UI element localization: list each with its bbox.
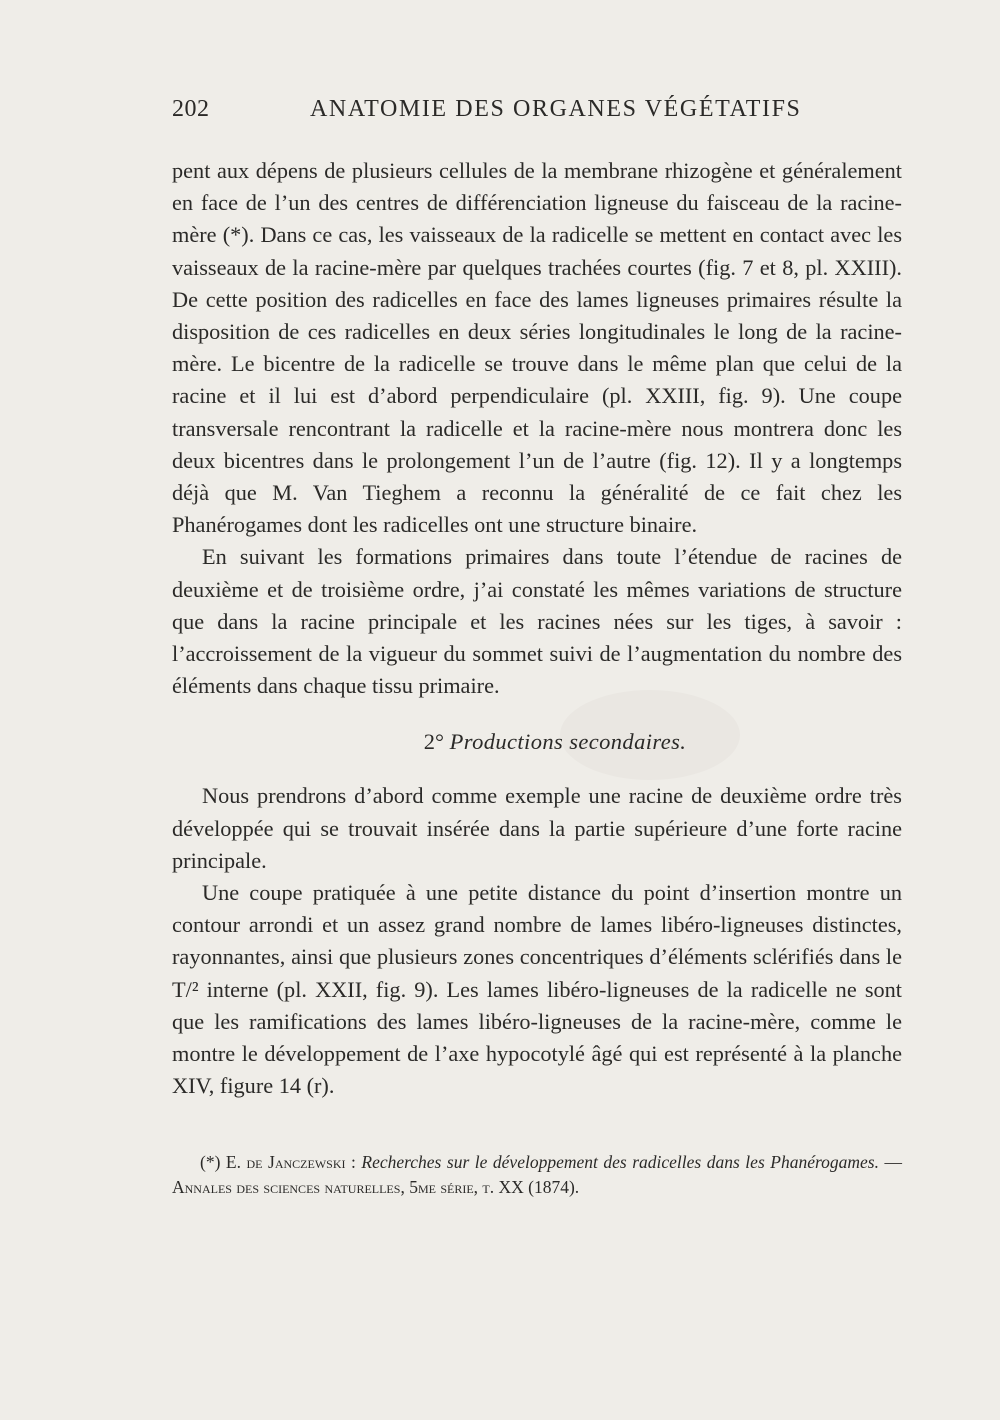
running-title: ANATOMIE DES ORGANES VÉGÉTATIFS: [310, 96, 802, 122]
footnote-marker: (*): [200, 1152, 221, 1172]
paragraph-2: En suivant les formations primaires dans toute l’étendue de racines de deuxième et de troisième ordre, j’ai constaté les mêmes variations de structure que dans la racine principale et les racines nées sur les tiges, à savoir : l’accroissement de la vigueur du sommet suivi de l’augmentation du nombre des éléments dans chaque tissu primaire.: [172, 544, 902, 699]
footnote-title: Recherches sur le développement des radicelles dans les Phanérogames.: [361, 1152, 879, 1172]
footnote-author: E. de Janczewski :: [225, 1152, 356, 1172]
paragraph-4: Une coupe pratiquée à une petite distance du point d’insertion montre un contour arrondi et un assez grand nombre de lames libéro-ligneuses distinctes, rayonnantes, ainsi que plusieurs zones concentriques d’éléments sclérifiés dans le T/² interne (pl. XXII, fig. 9). Les lames libéro-ligneuses de la radicelle ne sont que les ramifications des lames libéro-ligneuses de la racine-mère, comme le montre le développement de l’axe hypocotylé âgé qui est représenté à la planche XIV, figure 14 (r).: [172, 880, 902, 1099]
section-title: Productions secondaires.: [449, 729, 687, 755]
footnote-source: — Annales des sciences naturelles, 5me série, t. XX (1874).: [172, 1152, 902, 1197]
paragraph-1: pent aux dépens de plusieurs cellules de la membrane rhizogène et généralement en face de l’un des centres de différenciation ligneuse du faisceau de la racine-mère (*). Dans ce cas, les vaisseaux de la radicelle se mettent en contact avec les vaisseaux de la racine-mère par quelques trachées courtes (fig. 7 et 8, pl. XXIII). De cette position des radicelles en face des lames ligneuses primaires résulte la disposition de ces radicelles en deux séries longitudinales le long de la racine-mère. Le bicentre de la radicelle se trouve dans le même plan que celui de la racine et il lui est d’abord perpendiculaire (pl. XXIII, fig. 9). Une coupe transversale rencontrant la radicelle et la racine-mère nous montrera donc les deux bicentres dans le prolongement l’un de l’autre (fig. 12). Il y a longtemps déjà que M. Van Tieghem a reconnu la généralité de ce fait chez les Phanérogames dont les radicelles ont une structure binaire.: [172, 158, 902, 538]
page-number: 202: [172, 96, 210, 122]
paragraph-3: Nous prendrons d’abord comme exemple une racine de deuxième ordre très développée qui se trouvait insérée dans la partie supérieure d’une forte racine principale.: [172, 783, 902, 873]
page-header: [172, 96, 902, 128]
footnote: [172, 1150, 902, 1200]
section-number: 2°: [423, 729, 444, 755]
body-text: [172, 155, 902, 1102]
section-heading: [172, 726, 902, 758]
